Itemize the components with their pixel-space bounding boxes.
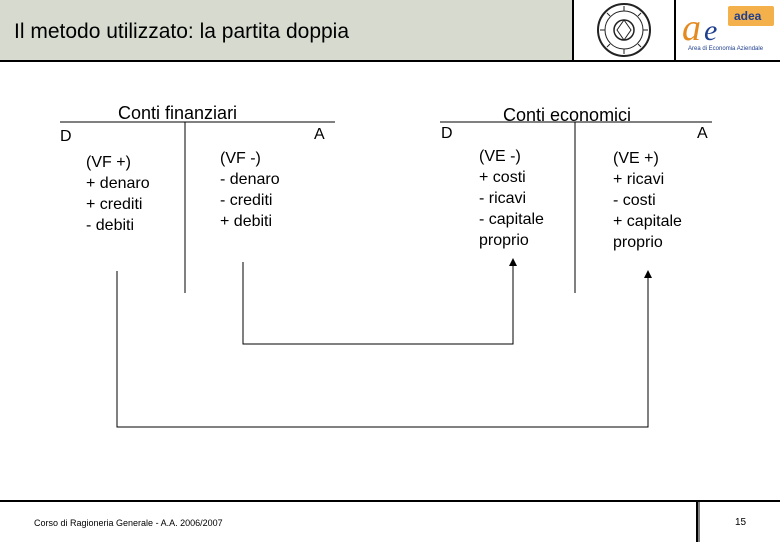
- right-credit-line: (VE +): [613, 150, 659, 167]
- connector-debit-to-credit: [117, 271, 648, 427]
- right-credit-line: - costi: [613, 192, 656, 209]
- footer-course-text: Corso di Ragioneria Generale - A.A. 2006/2007: [34, 518, 223, 528]
- svg-text:e: e: [704, 14, 718, 47]
- left-credit-label: A: [314, 126, 325, 143]
- right-debit-column: [479, 146, 544, 251]
- left-debit-line: + denaro: [86, 175, 150, 192]
- adea-name: adea: [734, 9, 762, 23]
- right-credit-line: + ricavi: [613, 171, 665, 188]
- left-credit-line: - denaro: [220, 171, 280, 188]
- right-debit-line: (VE -): [479, 148, 521, 165]
- slide-footer: [0, 500, 780, 542]
- right-credit-label: A: [697, 125, 708, 142]
- right-credit-column: [613, 148, 682, 253]
- left-credit-column: [220, 148, 280, 232]
- right-debit-line: + costi: [479, 169, 526, 186]
- right-credit-line: + capitale: [613, 213, 682, 230]
- left-debit-line: (VF +): [86, 154, 131, 171]
- page-number: 15: [735, 517, 747, 528]
- slide-title: Il metodo utilizzato: la partita doppia: [14, 20, 350, 43]
- adea-caption: Area di Economia Aziendale: [688, 46, 764, 52]
- left-credit-line: + debiti: [220, 213, 273, 230]
- right-credit-line: proprio: [613, 234, 663, 251]
- right-debit-line: proprio: [479, 232, 529, 249]
- left-debit-column: [86, 152, 150, 236]
- connector-credit-to-debit: [243, 262, 513, 344]
- left-account-title: Conti finanziari: [118, 103, 238, 123]
- svg-text:a: a: [682, 7, 701, 49]
- right-debit-label: D: [441, 125, 453, 142]
- left-credit-line: (VF -): [220, 150, 261, 167]
- right-debit-line: - capitale: [479, 211, 544, 228]
- right-account-title: Conti economici: [503, 105, 632, 125]
- left-debit-line: + crediti: [86, 196, 143, 213]
- right-debit-line: - ricavi: [479, 190, 527, 207]
- left-debit-line: - debiti: [86, 217, 135, 234]
- left-debit-label: D: [60, 128, 72, 145]
- left-credit-line: - crediti: [220, 192, 273, 209]
